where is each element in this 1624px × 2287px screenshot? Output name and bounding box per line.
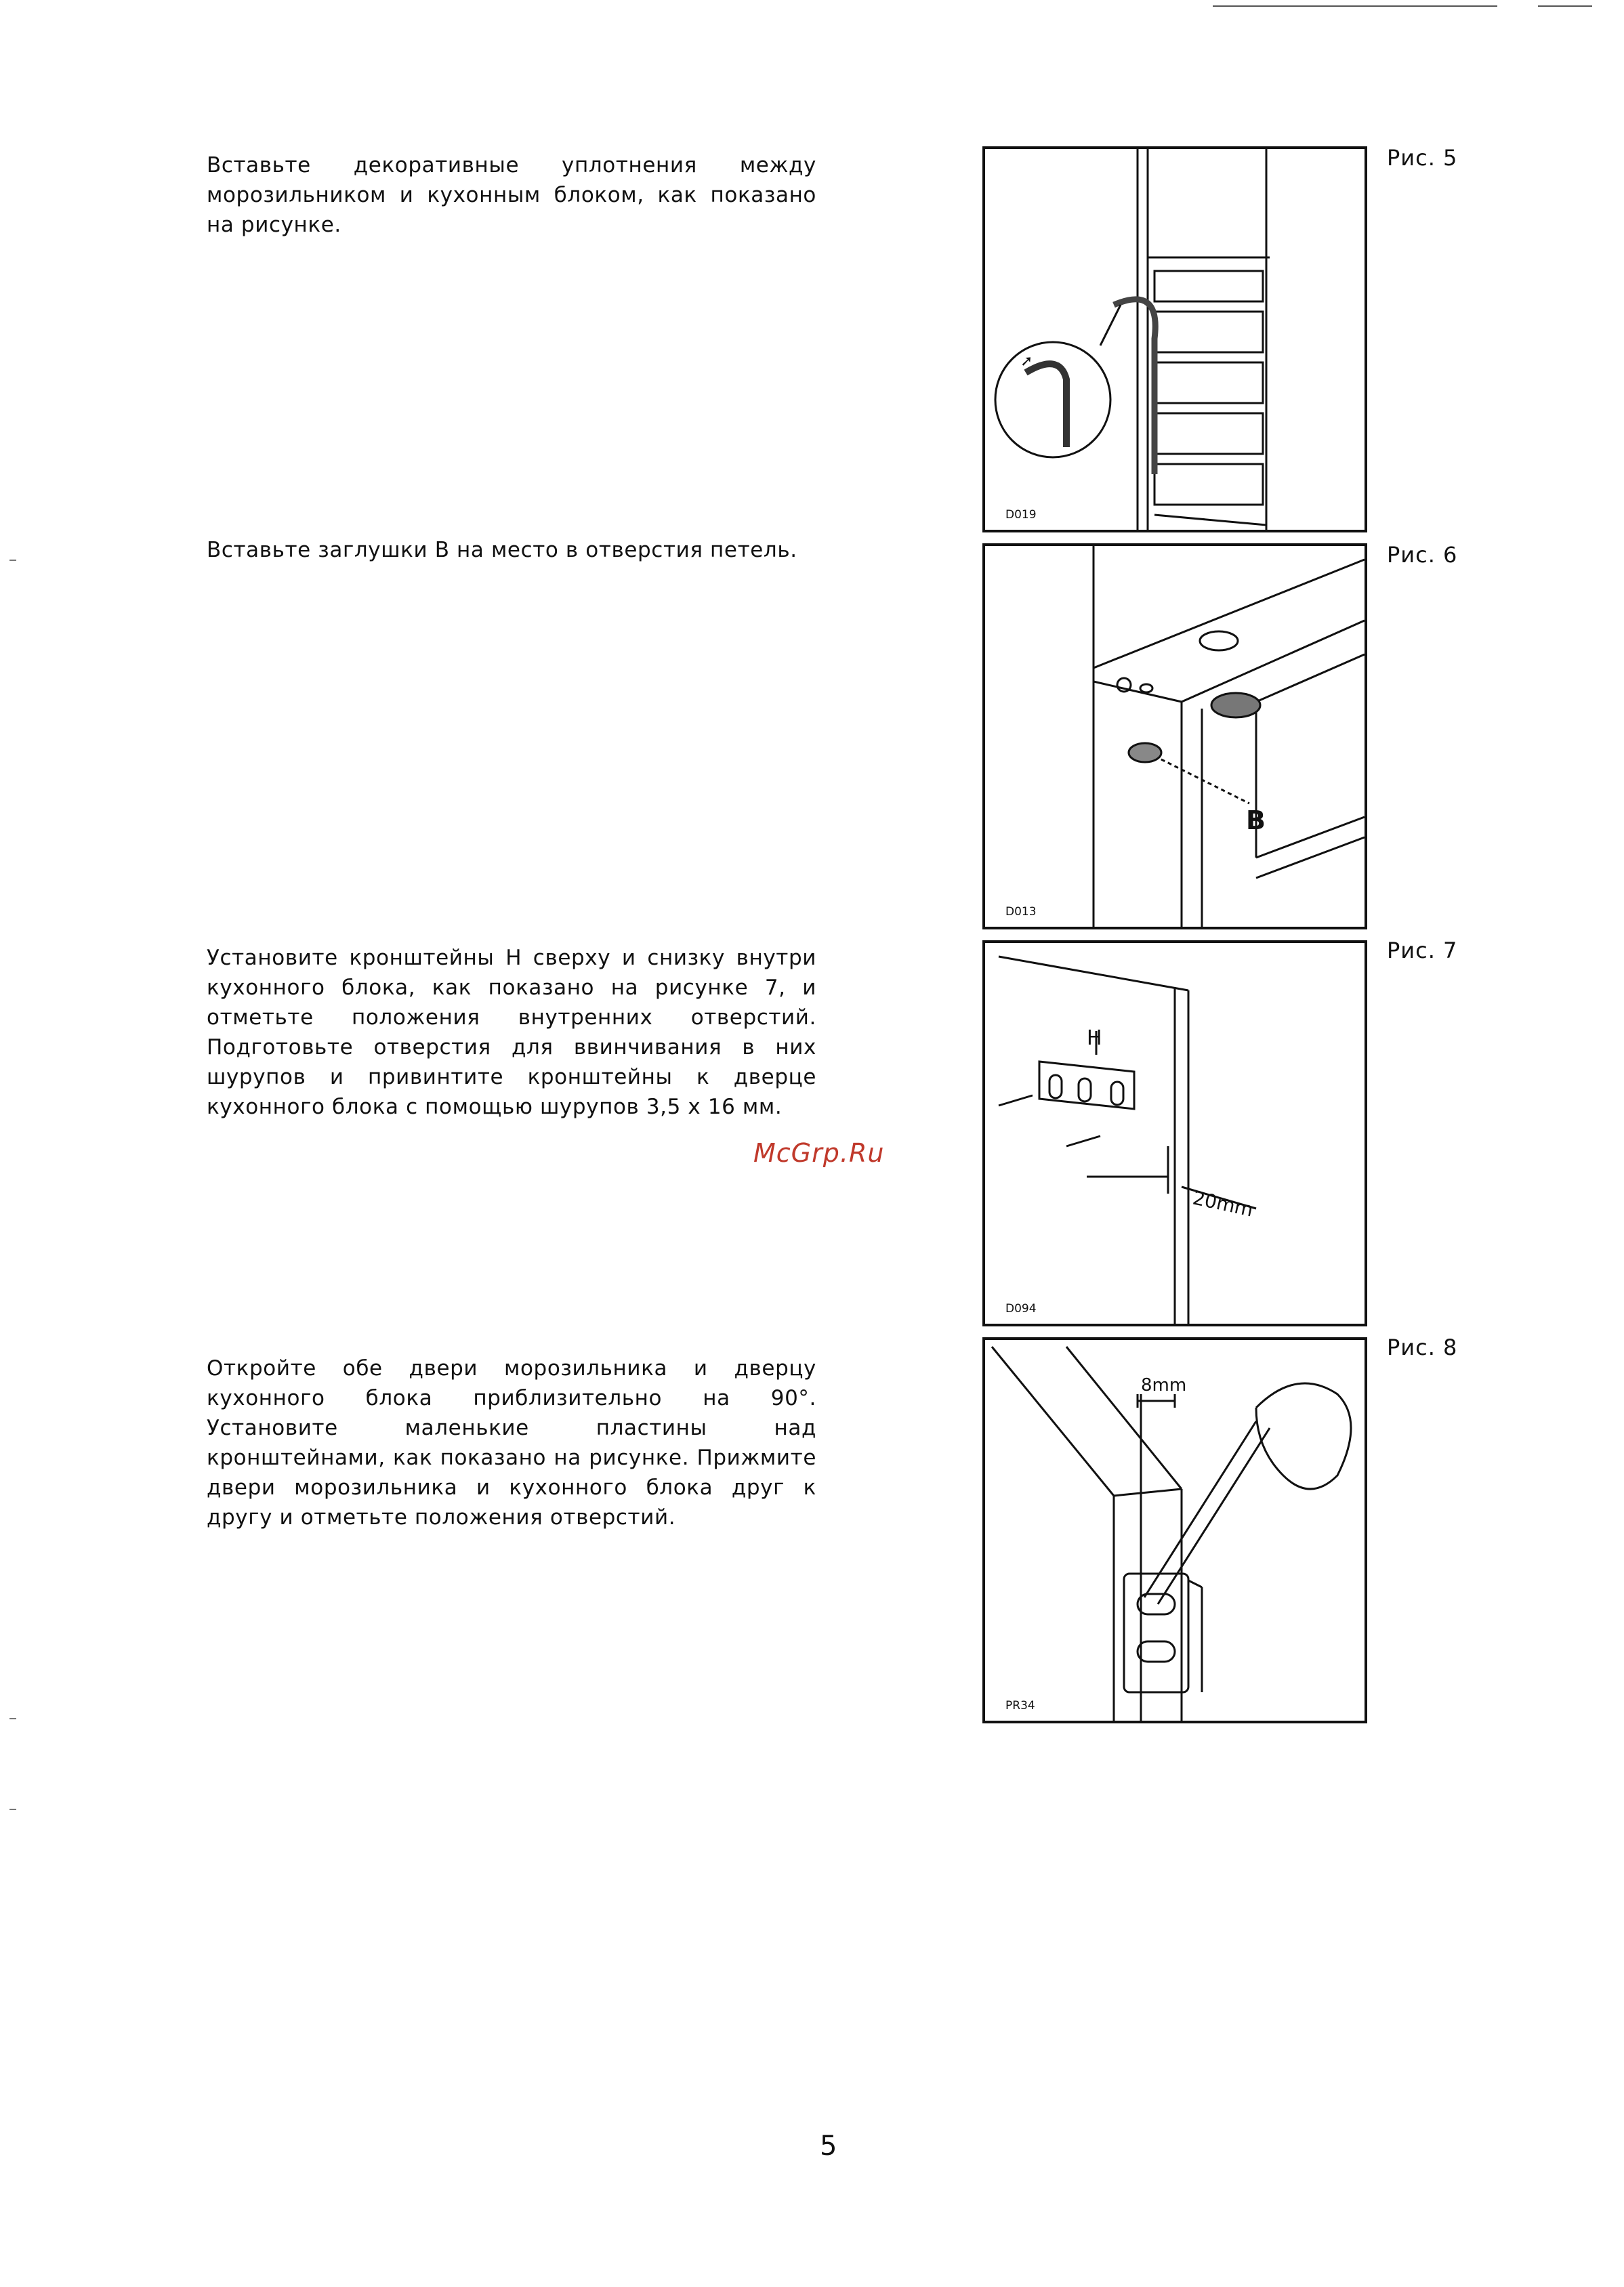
- margin-tick: [9, 1809, 16, 1810]
- instruction-2: Вставьте заглушки B на место в отверстия петель.: [207, 538, 797, 562]
- figure-6: [982, 543, 1367, 929]
- margin-tick: [9, 560, 16, 561]
- margin-tick: [9, 1718, 16, 1719]
- figure-5: [982, 146, 1367, 532]
- figure-7-label: Рис. 7: [1387, 938, 1458, 963]
- page-number: 5: [820, 2131, 837, 2162]
- figure-6-drawing: [985, 546, 1370, 932]
- figure-8-drawing: [985, 1340, 1370, 1726]
- figure-7: [982, 940, 1367, 1326]
- figure-6-code: D013: [1005, 905, 1037, 919]
- callout-b: B: [1246, 805, 1266, 835]
- svg-text:➚: ➚: [1020, 353, 1033, 370]
- figure-8-label: Рис. 8: [1387, 1335, 1458, 1360]
- figure-8: [982, 1337, 1367, 1723]
- figure-7-drawing: [985, 943, 1370, 1329]
- figure-8-code: PR34: [1005, 1699, 1035, 1713]
- figure-6-label: Рис. 6: [1387, 542, 1458, 568]
- figure-7-code: D094: [1005, 1302, 1037, 1316]
- instruction-4: Откройте обе двери морозильника и дверцу кухонного блока приблизительно на 90°. Установите маленькие пластины над кронштейнами, как показано на рисунке. Прижмите двери морозильника и кухонного блока друг к другу и отметьте положения отверстий.: [207, 1356, 816, 1530]
- top-rule: [1213, 5, 1497, 7]
- watermark-text: McGrp.Ru: [753, 1138, 885, 1168]
- dimension-20mm: 20mm: [1190, 1186, 1255, 1221]
- dimension-8mm: 8mm: [1141, 1375, 1187, 1396]
- callout-h: H: [1087, 1026, 1102, 1050]
- top-rule-short: [1538, 5, 1592, 7]
- figure-5-label: Рис. 5: [1387, 145, 1458, 171]
- figure-5-drawing: [985, 149, 1370, 535]
- instruction-1: Вставьте декоративные уплотнения между морозильником и кухонным блоком, как показано на рисунке.: [207, 153, 816, 237]
- figure-5-code: D019: [1005, 508, 1037, 522]
- instruction-3: Установите кронштейны H сверху и снизку внутри кухонного блока, как показано на рисунке 7, и отметьте положения внутренних отверстий. Подготовьте отверстия для ввинчивания в них шурупов и привинтите кронштейны к дверце кухонного блока с помощью шурупов 3,5 x 16 мм.: [207, 946, 816, 1119]
